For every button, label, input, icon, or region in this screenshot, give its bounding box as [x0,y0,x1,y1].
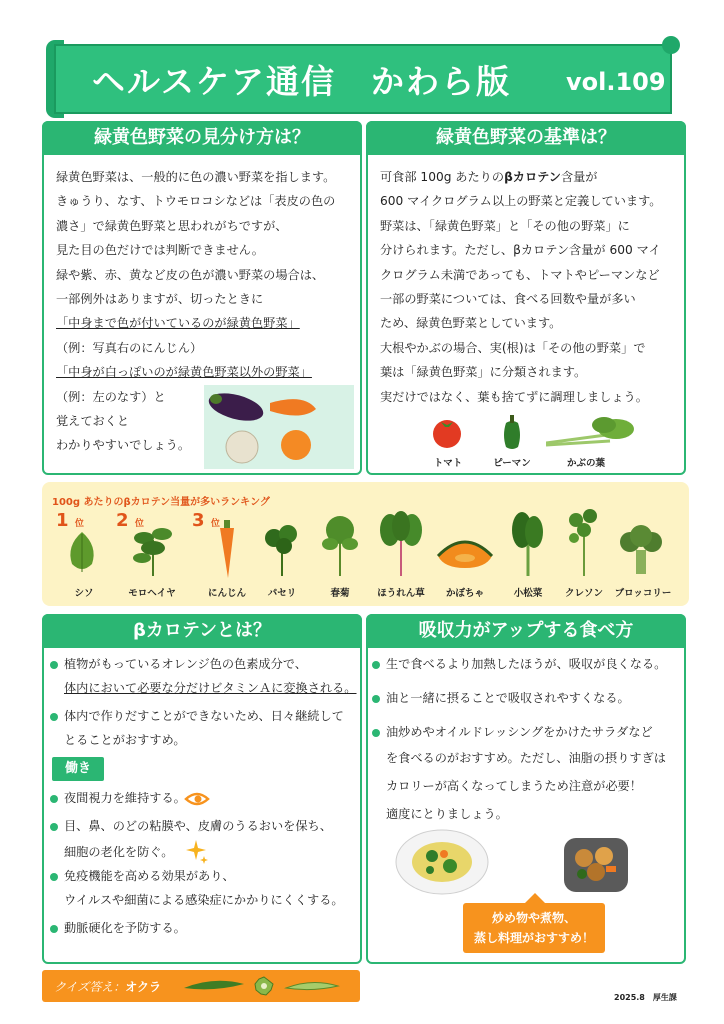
section-absorption-title: 吸収力がアップする食べ方 [366,614,686,648]
bullet-dot [50,873,58,881]
rank-item-label: にんじん [207,588,246,599]
section-identify-title: 緑黄色野菜の見分け方は？ [42,121,362,155]
text-line: （例：写真右のにんじん） [56,340,203,355]
section-beta-carotene-title: βカロテンとは？ [42,614,362,648]
rank-item-label: 小松菜 [513,588,543,599]
bullet-dot [50,925,58,933]
rank-1: 1 位 [56,510,84,531]
okra-icon [182,978,246,994]
bullet-dot [50,661,58,669]
bullet-dot [372,661,380,669]
broccoli-icon [616,524,666,576]
callout-line: 蒸し料理がおすすめ！ [473,931,595,945]
carrot-icon [214,520,240,580]
bullet-item: 植物がもっているオレンジ色の色素成分で、 [50,652,307,676]
text-line: わかりやすいでしょう。 [56,438,191,453]
quiz-text: クイズ答え：オクラ [54,980,162,994]
banner-curl-right [662,36,680,54]
callout-line: 炒め物や煮物、 [491,911,576,925]
kabocha-icon [436,534,494,570]
text-line: 分けられます。ただし、βカロテン含量が 600 マイ [380,243,661,258]
rank-item-label: ほうれん草 [377,588,425,599]
bullet-item: 夜間視力を維持する。 [50,786,186,810]
volume-number: vol.109 [566,68,666,96]
text-line: 大根やかぶの場合、実(根)は「その他の野菜」で [380,340,646,355]
shiso-icon [64,528,100,576]
text-line: 濃さ」で緑黄色野菜と思われがちですが、 [56,218,288,233]
shungiku-icon [318,514,362,578]
text-line: 野菜は、「緑黄色野菜」と「その他の野菜」に [380,218,630,233]
ranking-title: 100g あたりのβカロテン当量が多いランキング [52,497,270,508]
text-line: 可食部 100g あたりのβカロテン含量が [380,170,598,184]
quiz-answer: オクラ [125,980,162,994]
bullet-item: 油と一緒に摂ることで吸収されやすくなる。 [372,686,630,710]
molokhiya-icon [128,520,178,578]
bullet-item: 体内で作りだすことができないため、日々継続して [50,704,344,728]
bullet-dot [372,729,380,737]
section-criteria-body [380,165,674,409]
rank-item-label: クレソン [564,588,603,599]
text-line: 見た目の色だけでは判断できません。 [56,243,264,258]
bullet-item: 動脈硬化を予防する。 [50,916,186,940]
text-line: （例：左のなす）と [56,389,166,404]
turnip-leaves-label: かぶの葉 [566,458,605,469]
bullet-item-cont: 体内において必要な分だけビタミンＡに変換される。 [64,681,357,695]
spinach-icon [376,510,426,578]
rank-2: 2 位 [116,510,144,531]
footer-issuer: 2025.8 厚生課 [614,993,677,1002]
bullet-item-cont: とることがおすすめ。 [64,733,186,747]
rank-item-label: モロヘイヤ [128,588,176,599]
okra-half-icon [284,980,340,994]
bullet-dot [50,713,58,721]
section-criteria-title: 緑黄色野菜の基準は？ [366,121,686,155]
green-pepper-label: ピーマン [493,458,531,469]
section-identify [42,121,362,475]
watercress-icon [562,506,606,578]
text-line: 緑や紫、赤、黄など皮の色が濃い野菜の場合は、 [56,267,325,282]
text-line-underlined: 「中身まで色が付いているのが緑黄色野菜」 [56,316,300,331]
stir-fry-photo [394,826,490,896]
text-line: 覚えておくと [56,414,130,429]
bullet-item-cont: ウイルスや細菌による感染症にかかりにくくする。 [64,893,344,907]
bullet-item: 生で食べるより加熱したほうが、吸収が良くなる。 [372,652,666,676]
tomato-icon [430,415,464,449]
function-tag: 働き [52,757,104,781]
komatsuna-icon [508,510,548,578]
bullet-item-cont: を食べるのがおすすめ。ただし、油脂の摂りすぎは [386,751,666,765]
text-line: 実だけではなく、葉も捨てずに調理しましょう。 [380,389,648,404]
bullet-item-cont: 適度にとりましょう。 [386,807,508,821]
text-line-underlined: 「中身が白っぽいのが緑黄色野菜以外の野菜」 [56,365,312,380]
bullet-item: 目、鼻、のどの粘膜や、皮膚のうるおいを保ち、 [50,814,332,838]
header-banner [46,40,680,116]
text-line: 葉は「緑黄色野菜」に分類されます。 [380,365,587,380]
section-criteria [366,121,686,475]
bullet-item: 免疫機能を高める効果があり、 [50,864,235,888]
text-line: 一部の野菜については、食べる回数や量が多い [380,292,636,307]
bullet-dot [50,823,58,831]
bullet-item-cont: 細胞の老化を防ぐ。 [64,845,174,859]
bullet-dot [372,695,380,703]
text-line: 一部例外はありますが、切ったときに [56,292,264,307]
rank-3: 3 位 [192,510,220,531]
page-title: ヘルスケア通信 かわら版 [92,62,512,101]
tomato-label: トマト [433,458,463,469]
green-pepper-icon [500,415,524,451]
ranking-panel [42,482,689,606]
rank-item-label: かぼちゃ [445,588,484,599]
text-line: クログラム未満であっても、トマトやピーマンなど [380,267,660,282]
quiz-answer-bar [42,970,360,1002]
recommendation-callout [463,903,605,953]
eye-icon [184,789,210,809]
text-line: 600 マイクログラム以上の野菜と定義しています。 [380,194,662,209]
bullet-dot [50,795,58,803]
rank-item-label: 春菊 [330,588,350,599]
bullet-item-cont: カロリーが高くなってしまうため注意が必要！ [386,779,642,793]
okra-slice-icon [254,976,274,996]
eggplant-carrot-photo [204,385,354,469]
rank-item-label: パセリ [267,588,297,599]
simmered-dish-photo [562,828,630,894]
text-line: ため、緑黄色野菜としています。 [380,316,562,331]
turnip-leaves-icon [546,413,636,449]
text-line: きゅうり、なす、トウモロコシなどは「表皮の色の [56,194,336,209]
sparkle-icon [184,838,208,864]
rank-item-label: ブロッコリー [614,588,672,599]
bullet-item: 油炒めやオイルドレッシングをかけたサラダなど [372,720,653,744]
rank-item-label: シソ [74,588,94,599]
parsley-icon [260,522,304,578]
text-line: 緑黄色野菜は、一般的に色の濃い野菜を指します。 [56,170,336,184]
